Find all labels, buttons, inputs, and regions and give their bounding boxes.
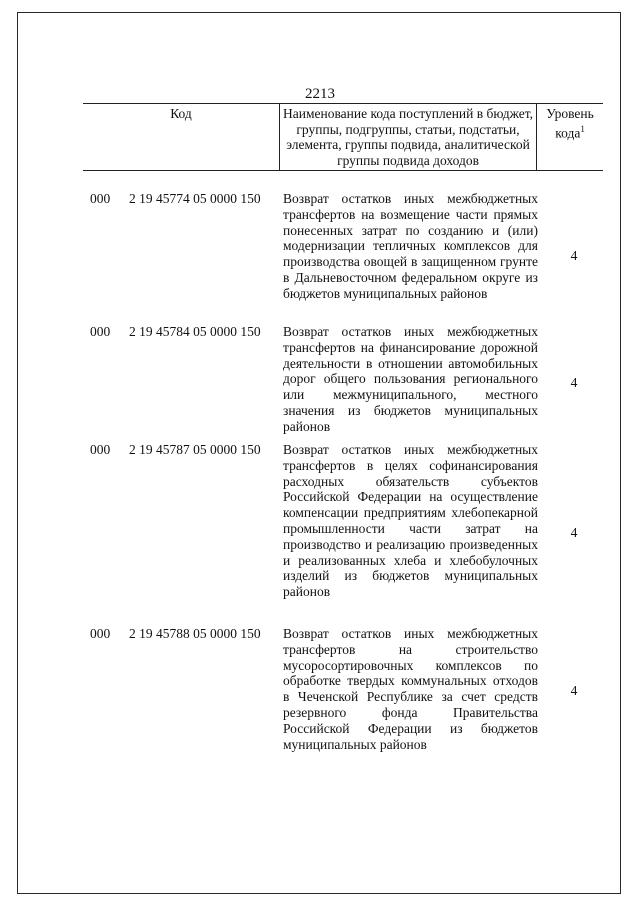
header-code: Код <box>83 104 280 171</box>
revenue-code: 2 19 45784 05 0000 150 <box>129 324 261 339</box>
admin-code: 000 <box>90 626 111 641</box>
admin-code: 000 <box>90 324 111 339</box>
table-header <box>83 103 603 171</box>
footnote-marker: 1 <box>580 123 585 134</box>
admin-code: 000 <box>90 442 111 457</box>
code-level: 4 <box>570 248 578 263</box>
header-name: Наименование кода поступлений в бюджет, группы, подгруппы, статьи, подстатьи, элемента, группы подвида, аналитической группы подвида доходов <box>280 104 537 171</box>
revenue-code: 2 19 45787 05 0000 150 <box>129 442 261 457</box>
code-level: 4 <box>570 683 578 698</box>
page-number: 2213 <box>305 86 335 102</box>
header-level-label: Уровень кода <box>546 106 594 140</box>
revenue-description: Возврат остатков иных межбюджетных трансфертов в целях софинансирования расходных обязательств субъектов Российской Федерации на осуществление компенсации предприятиям хлебопекарной промышленности части затрат на производство и реализацию произведенных и реализованных хлеба и хлебобулочных изделий из бюджетов муниципальных районов <box>283 442 538 600</box>
revenue-description: Возврат остатков иных межбюджетных трансфертов на строительство мусоросортировочных комплексов по обработке твердых коммунальных отходов в Чеченской Республике за счет средств резервного фонда Правительства Российской Федерации из бюджетов муниципальных районов <box>283 626 538 752</box>
revenue-description: Возврат остатков иных межбюджетных трансфертов на финансирование дорожной деятельности в отношении автомобильных дорог общего пользования регионального или межмуниципального, местного значения из бюджетов муниципальных районов <box>283 324 538 434</box>
revenue-code: 2 19 45774 05 0000 150 <box>129 191 261 206</box>
code-level: 4 <box>570 525 578 540</box>
admin-code: 000 <box>90 191 111 206</box>
revenue-code: 2 19 45788 05 0000 150 <box>129 626 261 641</box>
header-level <box>537 104 603 171</box>
code-level: 4 <box>570 375 578 390</box>
revenue-description: Возврат остатков иных межбюджетных трансфертов на возмещение части прямых понесенных затрат по созданию и (или) модернизации тепличных комплексов для производства овощей в защищенном грунте в Дальневосточном федеральном округе из бюджетов муниципальных районов <box>283 191 538 301</box>
